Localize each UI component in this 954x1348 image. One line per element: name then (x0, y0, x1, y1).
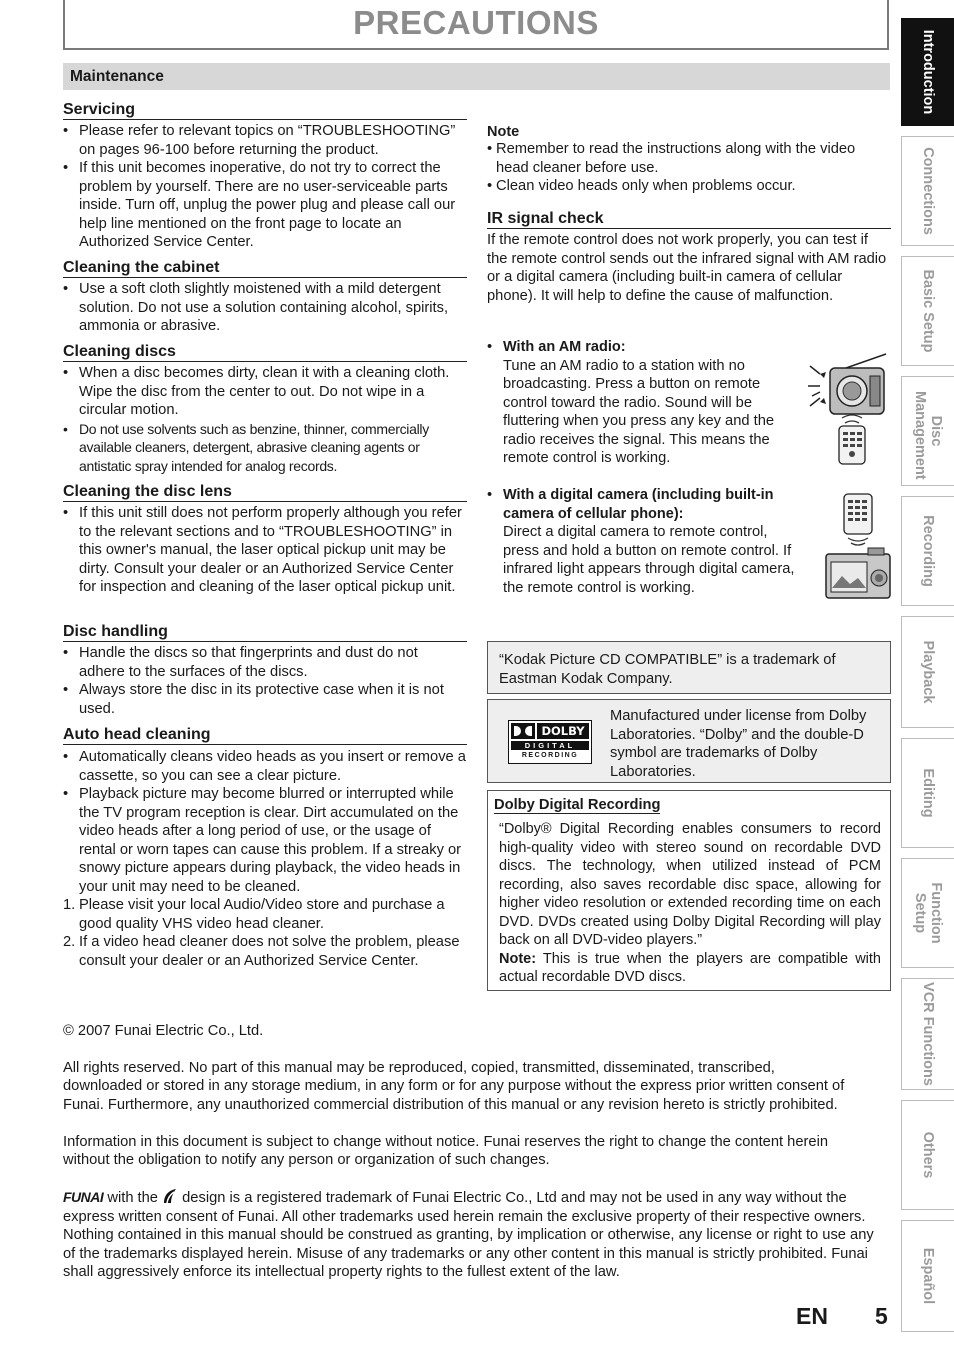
discs-section (63, 342, 467, 475)
tab-label: Introduction (920, 29, 936, 115)
copyright: © 2007 Funai Electric Co., Ltd. (63, 1023, 264, 1039)
kodak-text: “Kodak Picture CD COMPATIBLE” is a trademark of Eastman Kodak Company. (499, 652, 836, 687)
language-label: EN (796, 1303, 828, 1329)
am-radio-text: Tune an AM radio to a station with no broadcasting. Press a button on remote control toward the radio. Sound will be fluttering when you press any key and the radio receives the signal. This means the remote control is working. (503, 357, 775, 466)
tab-label: Playback (920, 640, 936, 704)
camera-illustration-icon (824, 492, 892, 600)
step-item (63, 933, 467, 970)
page-number: 5 (875, 1303, 888, 1329)
list-item: • Remember to read the instructions along with the video head cleaner before use. (487, 140, 891, 177)
tab-label: Recording (920, 515, 936, 587)
note-title: Note (487, 124, 520, 140)
tab-editing[interactable] (901, 738, 954, 848)
dolby-dr-note-label: Note: (499, 950, 537, 967)
tab-others[interactable] (901, 1100, 954, 1210)
am-radio-title: With an AM radio: (503, 339, 626, 355)
kodak-box (487, 641, 891, 694)
am-radio-item (487, 338, 803, 468)
list-item: • Handle the discs so that fingerprints and dust do not adhere to the surfaces of the discs. (63, 644, 467, 681)
servicing-section (63, 100, 467, 252)
trademark-part: with the (103, 1190, 163, 1206)
tab-basic-setup[interactable] (901, 256, 954, 366)
funai-swoosh-icon (162, 1188, 178, 1205)
camera-item (487, 486, 807, 597)
tab-label: Others (920, 1131, 936, 1179)
tab-connections[interactable] (901, 136, 954, 246)
step-text: If a video head cleaner does not solve the problem, please consult your dealer or an Authorized Service Center. (79, 934, 460, 969)
tab-introduction[interactable] (901, 18, 954, 126)
list-item: • Automatically cleans video heads as you insert or remove a cassette, so you can see a clear picture. (63, 748, 467, 785)
list-item: • Clean video heads only when problems occur. (487, 177, 891, 196)
camera-title: With a digital camera (including built-in camera of cellular phone): (503, 487, 774, 522)
trademark-part: design is a registered trademark of Funai Electric Co., Ltd and may not be used in any way without the express written consent of Funai. All other trademarks used herein remain the exclusive property of their respective owners. Nothing contained in this manual should be construed as granting, by implication or otherwise, any license or right to use any of the trademarks displayed herein. Misuse of any trademarks or any other content in this manual is strictly prohibited. Funai shall aggressively enforce its intellectual property rights to the fullest extent of the law. (63, 1190, 874, 1280)
info-text: Information in this document is subject to change without notice. Funai reserves the right to change the content herein without the obligation to notify any person or organization of such changes. (63, 1133, 829, 1168)
dolby-logo-word: DOLBY (537, 723, 589, 739)
page-title: PRECAUTIONS (353, 4, 599, 41)
tab-function-setup[interactable] (901, 858, 954, 968)
dolby-dr-box (487, 790, 891, 991)
tab-playback[interactable] (901, 616, 954, 728)
ir-section (487, 209, 891, 305)
handling-section (63, 622, 467, 718)
tab-espanol[interactable] (901, 1220, 954, 1332)
list-item: • Always store the disc in its protective case when it is not used. (63, 681, 467, 718)
maintenance-heading: Maintenance (70, 68, 164, 85)
dolby-dr-text: “Dolby® Digital Recording enables consumers to record high-quality video with stereo sound on recordable DVD discs. The technology, when utilized instead of PCM recording, also saves recordable disc space, allowing for higher video resolution or extended recording time on each DVD. DVDs created using Dolby Digital Recording will play back on all DVD-video players.” (499, 821, 881, 948)
step-number: 1. (63, 897, 76, 913)
bullet: • (487, 487, 493, 503)
servicing-heading: Servicing (63, 100, 467, 120)
list-item: • When a disc becomes dirty, clean it with a cleaning cloth. Wipe the disc from the center to out. Do not wipe in a circular motion. (63, 364, 467, 420)
ir-heading: IR signal check (487, 209, 891, 229)
tab-recording[interactable] (901, 496, 954, 606)
radio-illustration-icon (806, 352, 892, 466)
list-item: • If this unit becomes inoperative, do not try to correct the problem by yourself. There are no user-serviceable parts inside. Turn off, unplug the power plug and please call our help line mentioned on the front page to locate an Authorized Service Center. (63, 159, 467, 252)
dolby-license-text: Manufactured under license from Dolby Laboratories. “Dolby” and the double-D symbol are trademarks of Dolby Laboratories. (610, 708, 867, 780)
dolby-dr-heading: Dolby Digital Recording (494, 797, 661, 813)
list-item: • Do not use solvents such as benzine, thinner, commercially available cleaners, detergent, abrasive cleaning agents or antistatic spray intended for analog records. (63, 420, 467, 476)
dolby-license-box (487, 699, 891, 783)
tab-label: Connections (920, 147, 936, 235)
list-item: • Playback picture may become blurred or interrupted while the TV program reception is clear. Dirt accumulated on the video heads after a long period of use, or the usage of rental or worn tapes can cause this problem. If a streaky or snowy picture appears during playback, the video heads in your unit may need to be cleaned. (63, 785, 467, 896)
cabinet-section (63, 258, 467, 336)
dolby-logo (508, 720, 592, 764)
tab-label: Function Setup (912, 882, 944, 944)
lens-section (63, 482, 467, 597)
handling-heading: Disc handling (63, 622, 467, 642)
discs-heading: Cleaning discs (63, 342, 467, 362)
dolby-logo-digital: DIGITAL (511, 741, 589, 750)
ir-intro: If the remote control does not work properly, you can test if the remote control sends out the infrared signal with AM radio or a digital camera (including built-in camera of cellular phone). It will help to define the cause of malfunction. (487, 232, 887, 304)
rights-text: All rights reserved. No part of this manual may be reproduced, copied, transmitted, disseminated, transcribed, downloaded or stored in any storage medium, in any form or for any purpose without the express prior written consent of Funai. Furthermore, any unauthorized commercial distribution of this manual or any revision hereto is strictly prohibited. (63, 1059, 845, 1113)
step-text: Please visit your local Audio/Video store and purchase a good quality VHS video head cleaner. (79, 897, 445, 932)
tab-vcr-functions[interactable] (901, 978, 954, 1090)
tab-label: Basic Setup (920, 269, 936, 353)
note-section (487, 124, 891, 196)
camera-text: Direct a digital camera to remote control, press and hold a button on remote control. If infrared light appears through digital camera, the remote control is working. (503, 524, 795, 596)
bullet: • (487, 339, 493, 355)
tab-label: VCR Functions (920, 982, 936, 1086)
footer (63, 1022, 874, 1282)
title-box (63, 0, 889, 50)
tab-label: Editing (920, 768, 936, 818)
dolby-logo-recording: RECORDING (521, 752, 579, 759)
list-item: • Please refer to relevant topics on “TROUBLESHOOTING” on pages 96-100 before returning the product. (63, 122, 467, 159)
tab-disc-management[interactable] (901, 376, 954, 486)
trademark-text (63, 1188, 888, 1282)
list-item: • If this unit still does not perform properly although you refer to the relevant sections and to “TROUBLESHOOTING” in this owner's manual, the laser optical pickup unit may be dirty. Consult your dealer or an Authorized Service Center for inspection and cleaning of the laser optical pickup unit. (63, 504, 467, 597)
step-number: 2. (63, 934, 76, 950)
autohead-heading: Auto head cleaning (63, 725, 467, 745)
funai-logo: FUNAI (63, 1189, 104, 1205)
step-item (63, 896, 467, 933)
tab-label: Disc Management (912, 391, 944, 480)
maintenance-bar (63, 63, 890, 90)
tab-label: Español (920, 1247, 936, 1305)
lens-heading: Cleaning the disc lens (63, 482, 467, 502)
double-d-icon (511, 723, 535, 739)
dolby-dr-note-text: This is true when the players are compatible with actual recordable DVD discs. (499, 950, 881, 985)
cabinet-heading: Cleaning the cabinet (63, 258, 467, 278)
autohead-section (63, 725, 467, 970)
list-item: • Use a soft cloth slightly moistened with a mild detergent solution. Do not use a solution containing alcohol, spirits, ammonia or abrasive. (63, 280, 467, 336)
